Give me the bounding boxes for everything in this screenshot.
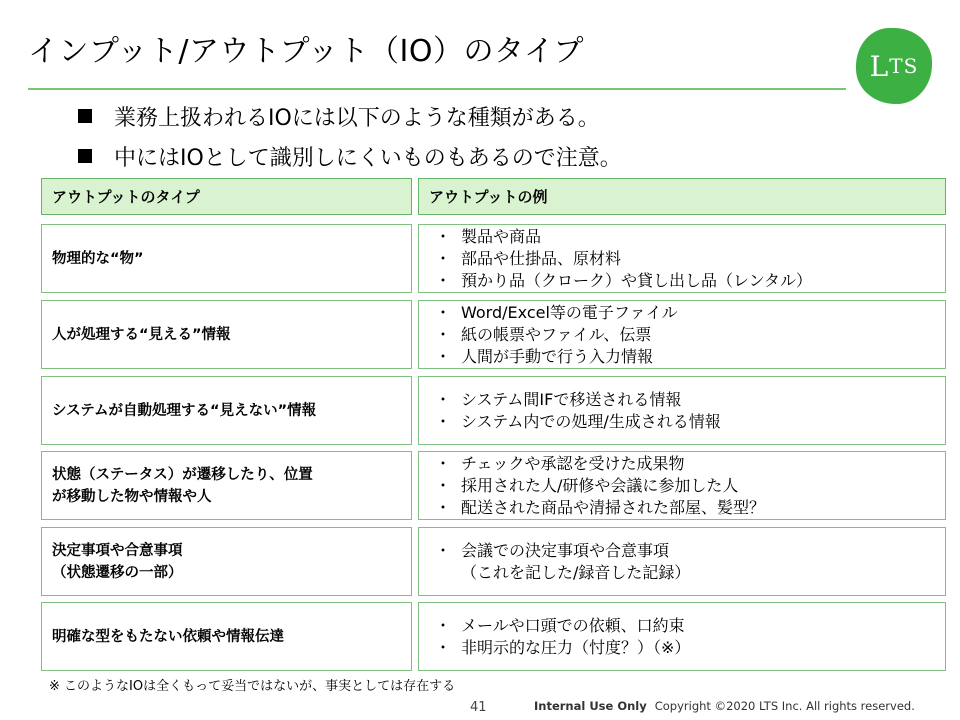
example-item: ・ システム内での処理/生成される情報 <box>435 411 721 431</box>
example-item: ・ 人間が手動で行う入力情報 <box>435 346 654 366</box>
example-item: ・ チェックや承認を受けた成果物 <box>435 453 685 473</box>
example-item: ・ 配送された商品や清掃された部屋、髪型？ <box>435 497 766 517</box>
type-cell <box>41 451 412 520</box>
logo-letter-l: L <box>869 49 890 83</box>
bullet-text: 業務上扱われるIOには以下のような種類がある。 <box>114 105 600 131</box>
title-rule <box>28 88 846 90</box>
classification-label: Internal Use Only <box>534 699 647 713</box>
bullet-text: 中にはIOとして識別しにくいものもあるので注意。 <box>114 145 622 171</box>
examples-cell <box>418 527 946 596</box>
type-line: （状態遷移の一部） <box>52 564 183 581</box>
slide-title: インプット/アウトプット（IO）のタイプ <box>28 34 584 69</box>
lts-logo <box>856 28 932 104</box>
logo-letters-ts: TS <box>889 54 919 78</box>
example-item: ・ 部品や仕掛品、原材料 <box>435 248 622 268</box>
bullet-list <box>78 96 622 176</box>
example-item: ・ 非明示的な圧力（忖度？）（※） <box>435 637 691 657</box>
type-cell: システムが自動処理する“見えない”情報 <box>41 376 412 445</box>
examples-cell <box>418 451 946 520</box>
example-item: ・ メールや口頭での依頼、口約束 <box>435 615 685 635</box>
example-item: ・ システム間IFで移送される情報 <box>435 389 682 409</box>
type-line: 決定事項や合意事項 <box>52 542 183 559</box>
examples-cell <box>418 376 946 445</box>
example-item: ・ 預かり品（クローク）や貸し出し品（レンタル） <box>435 270 812 290</box>
type-cell: 物理的な“物” <box>41 224 412 293</box>
example-continuation: （これを記した/録音した記録） <box>461 562 691 582</box>
footnote: ※ このようなIOは全くもって妥当ではないが、事実としては存在する <box>49 679 456 694</box>
examples-cell <box>418 224 946 293</box>
example-item: ・ Word/Excel等の電子ファイル <box>435 302 678 322</box>
type-cell <box>41 527 412 596</box>
copyright-text: Copyright ©2020 LTS Inc. All rights reserved. <box>654 699 915 713</box>
square-bullet-icon <box>78 109 92 123</box>
examples-cell <box>418 602 946 671</box>
header-output-type: アウトプットのタイプ <box>41 178 412 215</box>
example-item: ・ 会議での決定事項や合意事項 <box>435 540 670 560</box>
example-item: ・ 紙の帳票やファイル、伝票 <box>435 324 652 344</box>
page-number: 41 <box>470 700 487 715</box>
bullet-item <box>78 136 622 176</box>
type-line: が移動した物や情報や人 <box>52 488 212 505</box>
footer-copyright <box>534 699 915 713</box>
square-bullet-icon <box>78 149 92 163</box>
type-cell: 明確な型をもたない依頼や情報伝達 <box>41 602 412 671</box>
bullet-item <box>78 96 622 136</box>
type-cell: 人が処理する“見える”情報 <box>41 300 412 369</box>
example-item: ・ 製品や商品 <box>435 226 542 246</box>
type-line: 状態（ステータス）が遷移したり、位置 <box>52 466 313 483</box>
examples-cell <box>418 300 946 369</box>
header-output-examples: アウトプットの例 <box>418 178 946 215</box>
example-item: ・ 採用された人/研修や会議に参加した人 <box>435 475 739 495</box>
